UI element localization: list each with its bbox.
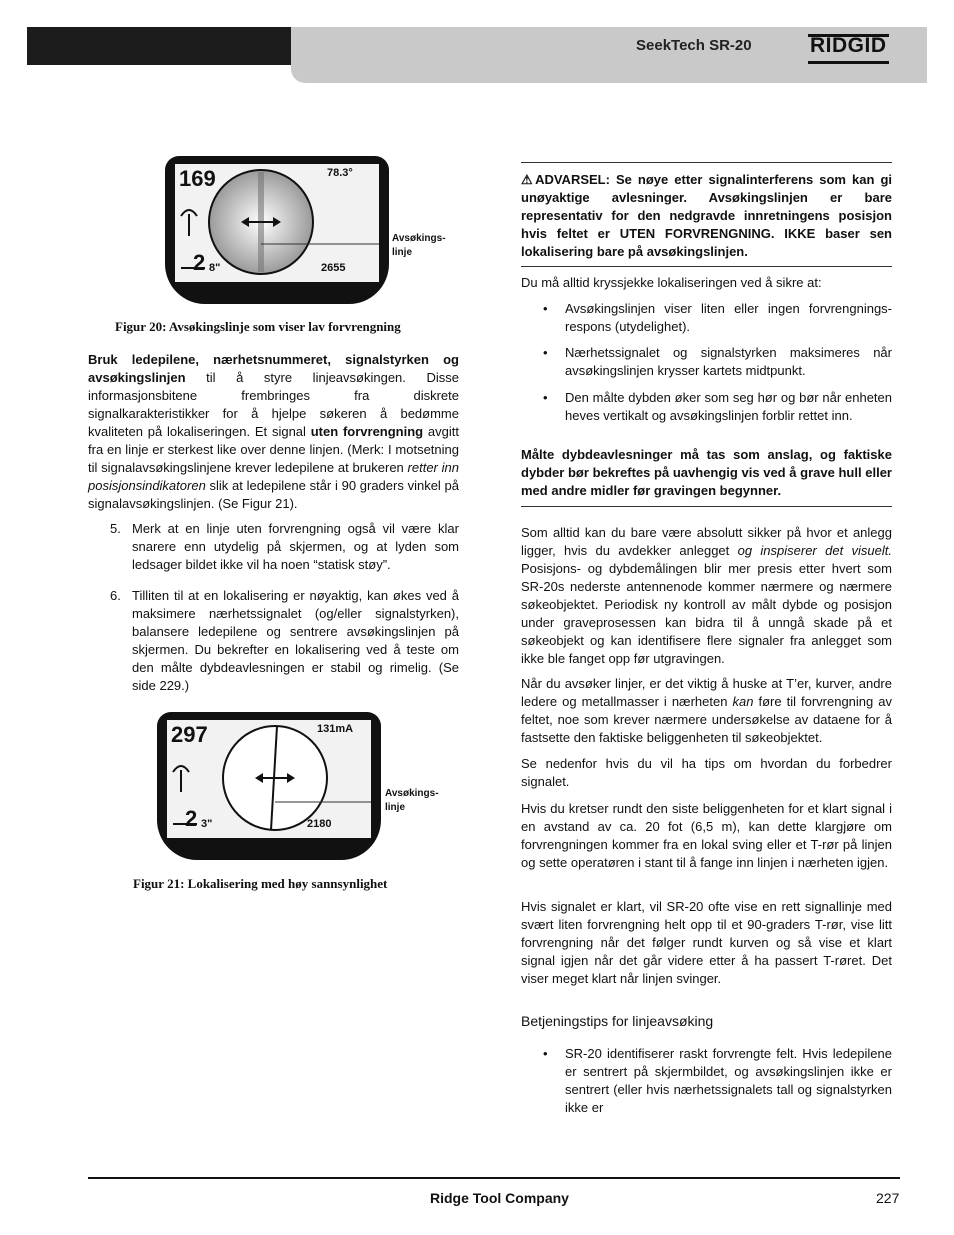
paragraph-tees: Når du avsøker linjer, er det viktig å huske at T’er, kurver, andre ledere og metallmasser i nærheten kan føre til forvrengning av feltet, noe som krever nærmere undersøkelse av dataene for å fastsette den faktiske beliggenheten til søkeobjektet. <box>521 676 892 745</box>
paragraph-direction: Bruk ledepilene, nærhetsnummeret, signalstyrken og avsøkingslinjen til å styre linjeavsøkingen. Disse informasjonsbitene frembringes fra diskrete signalkarakteristikker for å hjelpe søkeren å bedømme kvaliteten på lokaliseringen. Et signal uten forvrengning avgitt fra en linje er sterkest like over denne linjen. (Merk: I motsetning til signalavsøkingslinjene krever ledepilene at brukeren retter inn posisjonsindikatoren slik at ledepilene står i 90 graders vinkel på signalavsøkingslinjen. (Se Figur 21). <box>88 352 459 511</box>
footer-company: Ridge Tool Company <box>430 1190 569 1206</box>
figure20-label: Avsøkings- linje <box>392 233 446 258</box>
depth-note-rule <box>521 506 892 507</box>
antenna-icon <box>181 210 197 236</box>
figure21-number: 297 <box>171 722 208 747</box>
figure20-angle: 78.3° <box>327 167 353 179</box>
section-subheading: Betjeningstips for linjeavsøking <box>521 1013 714 1029</box>
figure21-label: Avsøkings- linje <box>385 788 439 813</box>
ridgid-logo: RIDGID <box>808 34 889 64</box>
warning-rule-top <box>521 162 892 163</box>
antenna-icon <box>173 766 189 792</box>
paragraph-tips: Se nedenfor hvis du vil ha tips om hvordan du forbedrer signalet. <box>521 756 892 789</box>
figure20-depth-in: 8" <box>209 262 221 274</box>
warning-block: ⚠ADVARSEL: Se nøye etter signalinterferens som kan gi unøyaktige avlesninger. Avsøkingslinjen er bare representativ for den nedgravde innretningens posisjon hvis feltet er UTEN FORVRENGNING. IKKE baser sen lokalisering bare på avsøkingslinjen. <box>521 172 893 259</box>
figure21-depth-ft: 2 <box>185 806 198 831</box>
figure21-lcd <box>167 720 371 838</box>
header-gray-tab <box>291 65 927 83</box>
figure21-current: 131mA <box>317 723 354 735</box>
page-number: 227 <box>876 1190 900 1206</box>
figure21-depth-in: 3" <box>201 818 213 830</box>
paragraph-certainty: Som alltid kan du bare være absolutt sikker på hvor et anlegg ligger, hvis du avdekker anlegget og inspiserer det visuelt. Posisjons- og dybdemålingen blir mer presis etter hvert som SR-20s nederste antennenode kommer nærmere og nærmere søkeobjektet. Periodisk ny kontroll av målt dybde og posisjon under graveprosessen kan bidra til å unngå skade på et søkeobjekt og kan identifisere flere signaler fra anlegget som ikke ble fanget opp før utgravingen. <box>521 525 892 666</box>
figure21-signal: 2180 <box>307 818 332 830</box>
warning-rule-bottom <box>521 266 892 267</box>
warning-icon: ⚠ <box>521 172 536 187</box>
crosscheck-intro: Du må alltid kryssjekke lokaliseringen ved å sikre at: <box>521 275 822 290</box>
figure20-screen <box>165 156 389 304</box>
figure21-screen <box>157 712 381 860</box>
depth-note: Målte dybdeavlesninger må tas som anslag, og faktiske dybder bør bekreftes på uavhengig vis ved å grave hull eller med andre midler før gravingen begynner. <box>521 447 892 498</box>
header-title: SeekTech SR-20 <box>636 37 752 54</box>
figure20-depth-ft: 2 <box>193 250 206 275</box>
figure20-signal: 2655 <box>321 262 346 274</box>
header-black-bar <box>27 27 291 65</box>
figure20-caption: Figur 20: Avsøkingslinje som viser lav forvrengning <box>115 319 401 334</box>
figure20-number: 169 <box>179 166 216 191</box>
figure21-caption: Figur 21: Lokalisering med høy sannsynlighet <box>133 876 388 891</box>
paragraph-circle: Hvis du kretser rundt den siste beliggenheten for et klart signal i en avstand av ca. 20 fot (6,5 m), kan dette klargjøre om forvrengningen kommer fra en lokal sving eller et T-rør på linjen og sette operatøren i stant til å fange inn linjen i nærheten igjen. <box>521 801 892 870</box>
paragraph-clear-signal: Hvis signalet er klart, vil SR-20 ofte vise en rett signallinje med svært liten forvrengning helt opp til et 90-graders T-rør, vise litt forvrengning når det følger rundt kurven og så vise et klart signal igjen når det går videre etter å ha passert T-røret. Det viser meget klart når linjen svinger. <box>521 899 892 986</box>
figure20-lcd <box>175 164 379 282</box>
footer-rule <box>88 1177 900 1179</box>
